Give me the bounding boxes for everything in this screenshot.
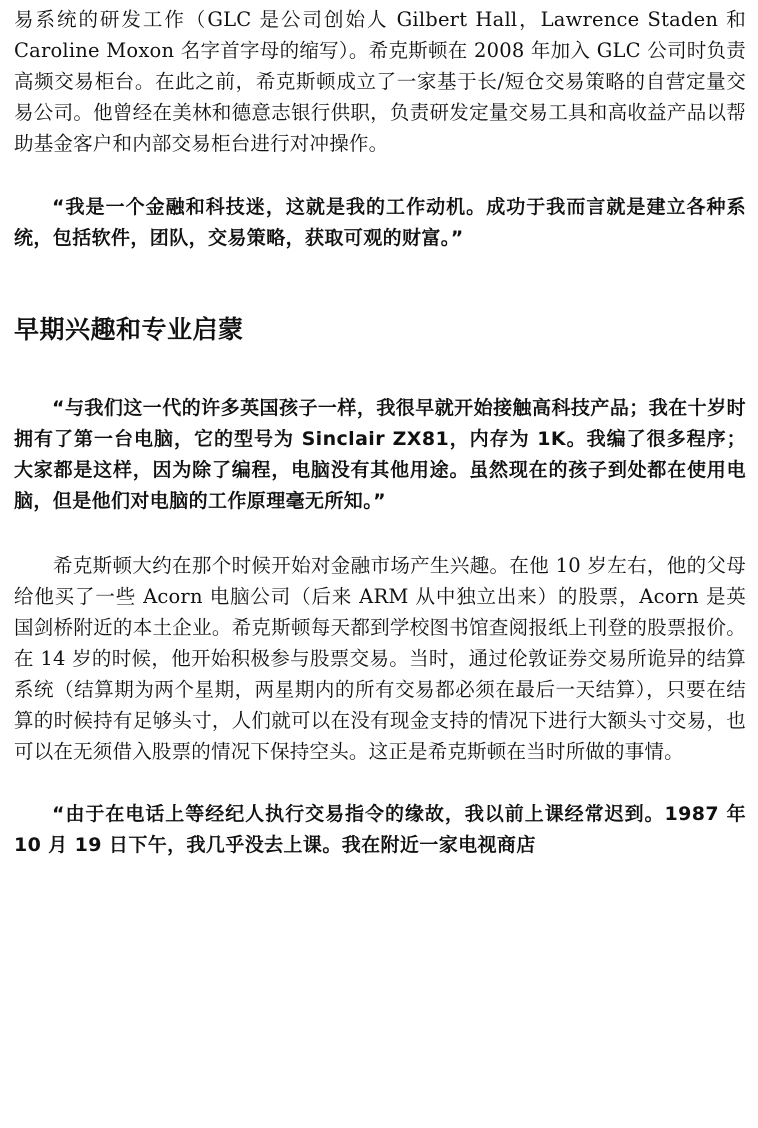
section-heading: 早期兴趣和专业启蒙 bbox=[14, 315, 244, 344]
body-paragraph: 希克斯顿大约在那个时候开始对金融市场产生兴趣。在他 10 岁左右，他的父母给他买了一些 Acorn 电脑公司（后来 ARM 从中独立出来）的股票，Acorn 是英国剑桥附近的本土企业。希克斯顿每天都到学校图书馆查阅报纸上刊登的股票报价。在 14 岁的时候，他开始积极参与股票交易。当时，通过伦敦证券交易所诡异的结算系统（结算期为两个星期，两星期内的所有交易都必须在最后一天结算），只要在结算的时候持有足够头寸，人们就可以在没有现金支持的情况下进行大额头寸交易，也可以在无须借入股票的情况下保持空头。这正是希克斯顿在当时所做的事情。 bbox=[14, 554, 746, 763]
quote-paragraph: “与我们这一代的许多英国孩子一样，我很早就开始接触高科技产品；我在十岁时拥有了第一台电脑，它的型号为 Sinclair ZX81，内存为 1K。我编了很多程序；大家都是这样，因为除了编程，电脑没有其他用途。虽然现在的孩子到处都在使用电脑，但是他们对电脑的工作原理毫无所知。” bbox=[14, 397, 746, 512]
quote-paragraph: “由于在电话上等经纪人执行交易指令的缘故，我以前上课经常迟到。1987 年 10 月 19 日下午，我几乎没去上课。我在附近一家电视商店 bbox=[14, 803, 746, 856]
quote-paragraph: “我是一个金融和科技迷，这就是我的工作动机。成功于我而言就是建立各种系统，包括软件，团队，交易策略，获取可观的财富。” bbox=[14, 196, 746, 249]
body-paragraph: 易系统的研发工作（GLC 是公司创始人 Gilbert Hall，Lawrence Staden 和 Caroline Moxon 名字首字母的缩写）。希克斯顿在 2008 年加入 GLC 公司时负责高频交易柜台。在此之前，希克斯顿成立了一家基于长/短仓交易策略的自营定量交易公司。他曾经在美林和德意志银行供职，负责研发定量交易工具和高收益产品以帮助基金客户和内部交易柜台进行对冲操作。 bbox=[14, 8, 746, 155]
